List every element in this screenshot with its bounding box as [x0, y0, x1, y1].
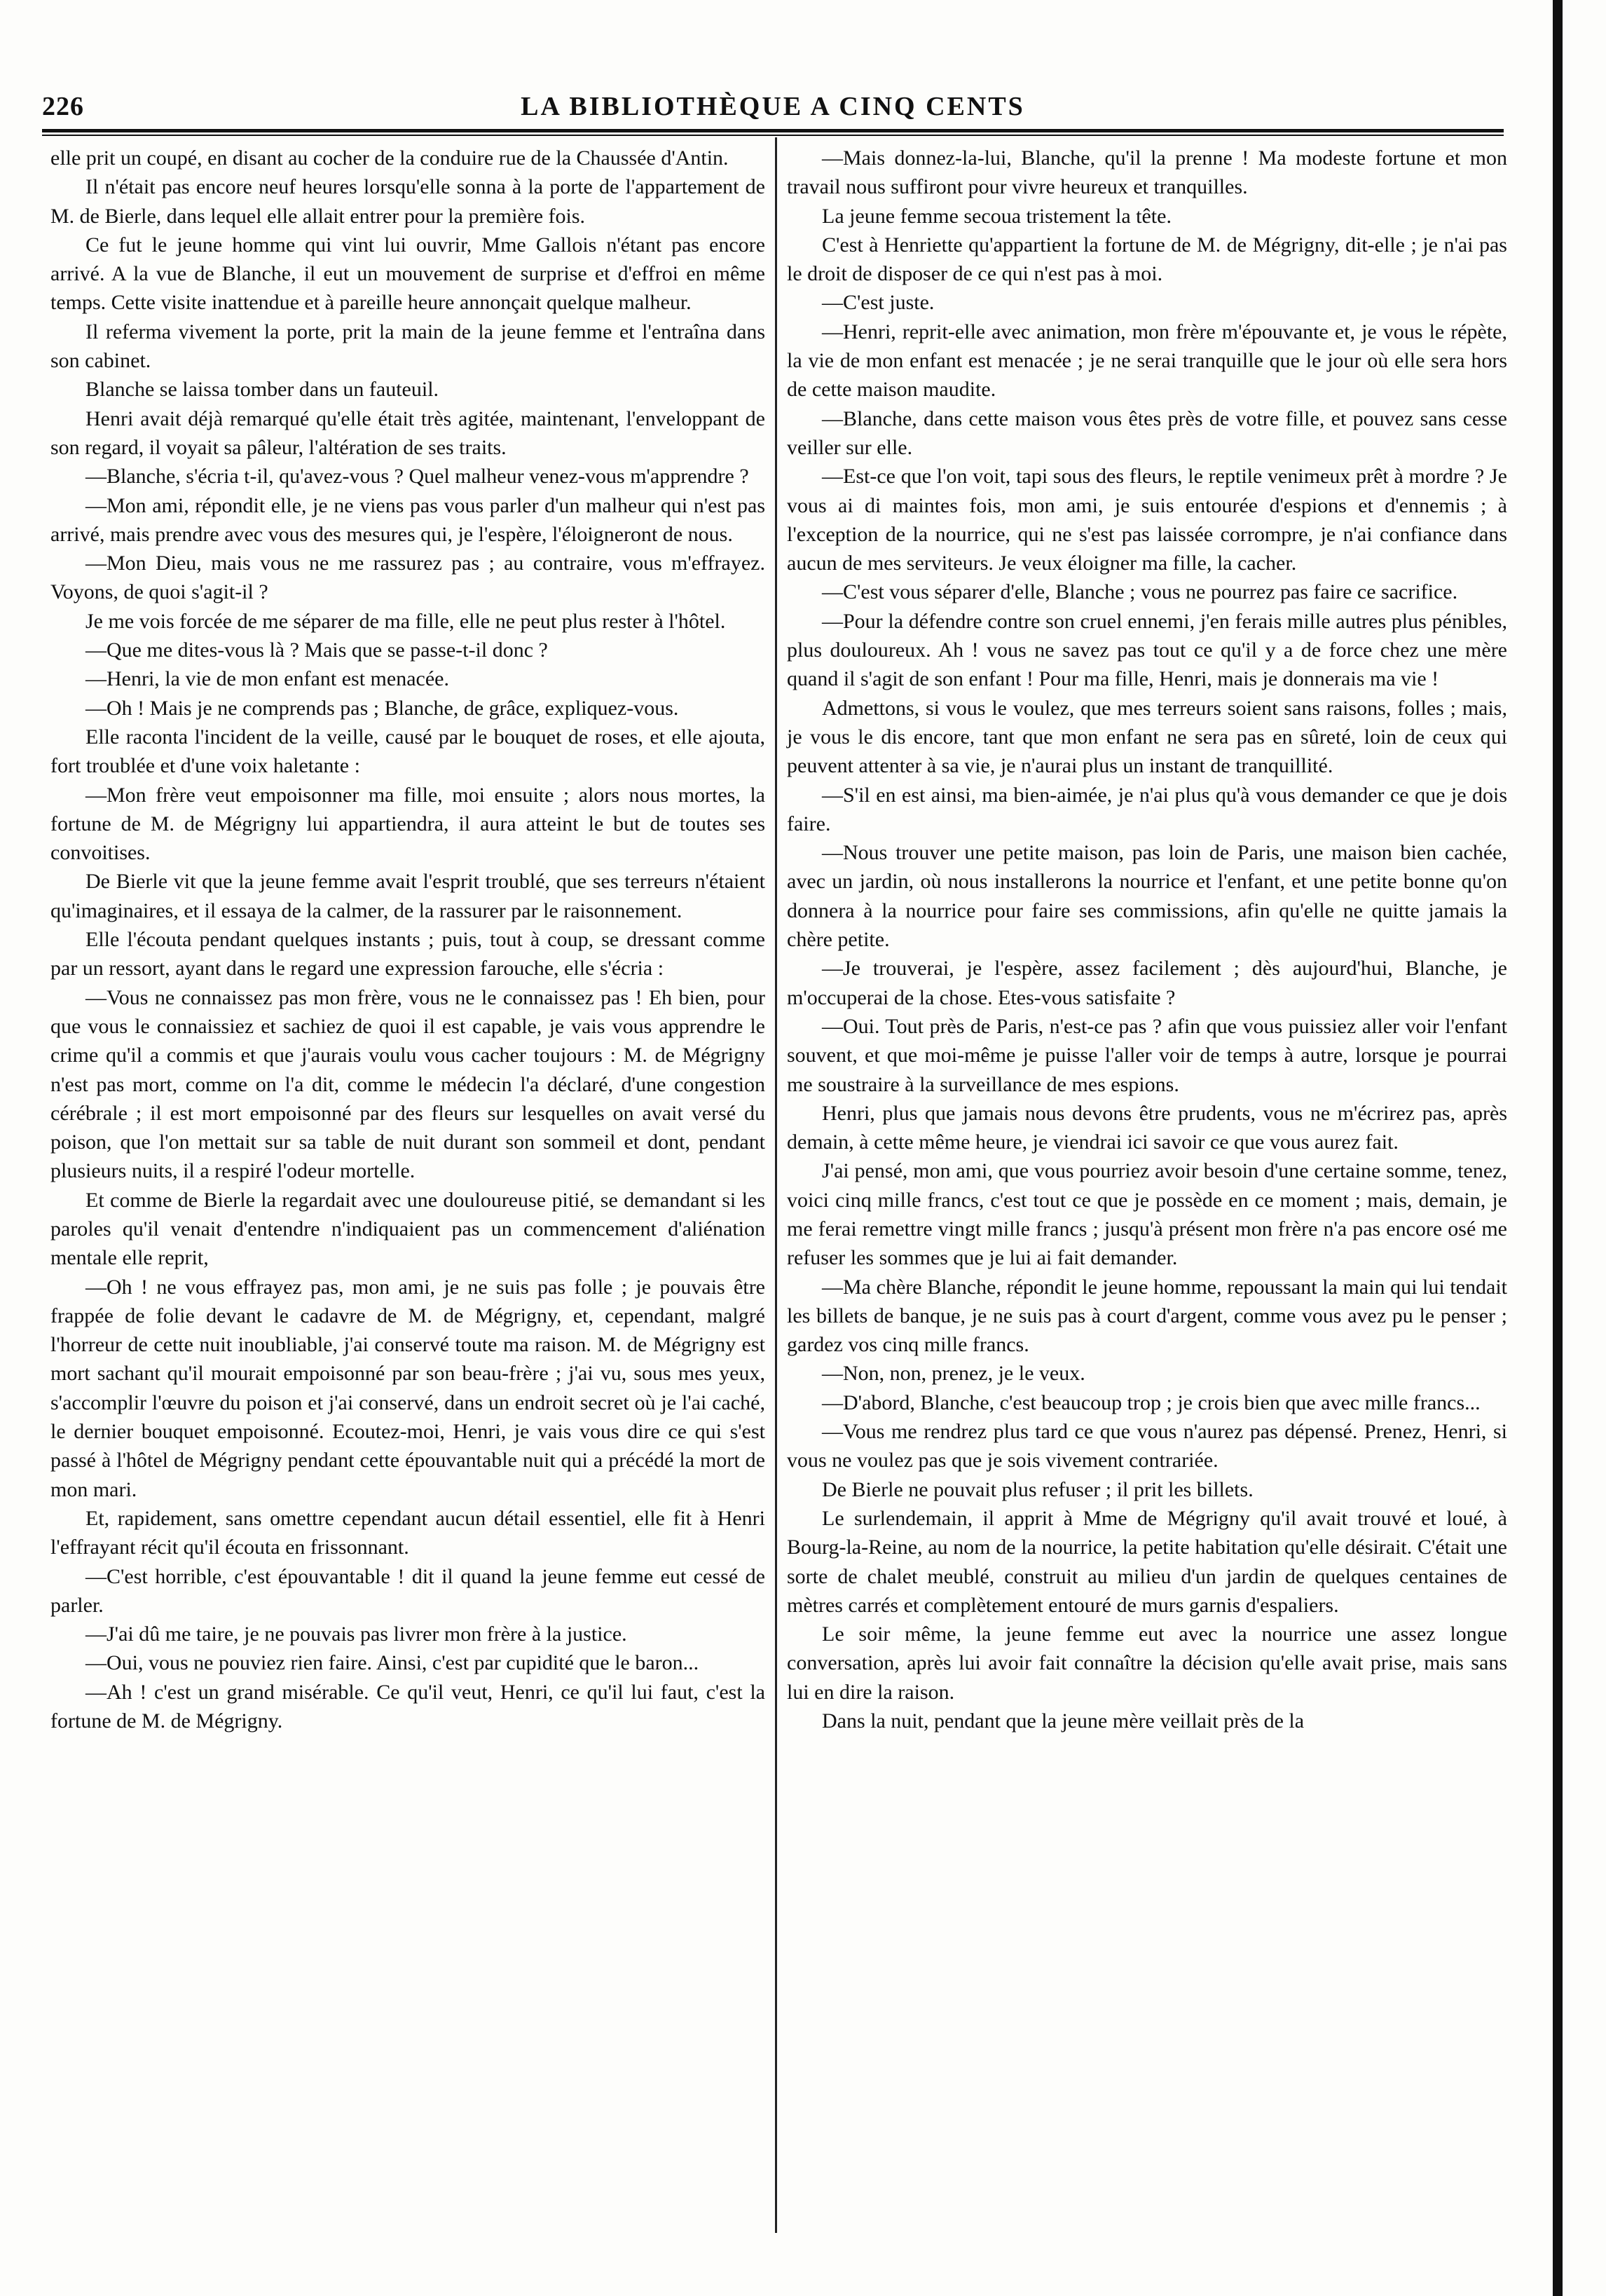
paragraph: —Mon frère veut empoisonner ma fille, moi ensuite ; alors nous mortes, la fortune de M. de Mégrigny lui appartiendra, il aura atteint le but de toutes ses convoitises.: [50, 783, 765, 865]
paragraph: Le soir même, la jeune femme eut avec la nourrice une assez longue conversation, après lui avoir fait connaître la décision qu'elle avait prise, mais sans lui en dire la raison.: [787, 1622, 1507, 1704]
paragraph: —Oh ! ne vous effrayez pas, mon ami, je ne suis pas folle ; je pouvais être frappée de folie devant le cadavre de M. de Mégrigny, et, cependant, malgré l'horreur de cette nuit inoubliable, j'ai conservé toute ma raison. M. de Mégrigny est mort sachant qu'il mourait empoisonné par son beau-frère ; j'ai vu, sous mes yeux, s'accomplir l'œuvre du poison et j'ai conservé, dans un endroit secret où je l'ai caché, le dernier bouquet empoisonné. Ecoutez-moi, Henri, je vais vous dire ce qui s'est passé à l'hôtel de Mégrigny pendant cette épouvantable nuit qui a précédé la mort de mon mari.: [50, 1275, 765, 1501]
paragraph: C'est à Henriette qu'appartient la fortune de M. de Mégrigny, dit-elle ; je n'ai pas le droit de disposer de ce qui n'est pas à moi.: [787, 233, 1507, 286]
paragraph: Et, rapidement, sans omettre cependant aucun détail essentiel, elle fit à Henri l'effrayant récit qu'il écouta en frissonnant.: [50, 1506, 765, 1559]
paragraph: —J'ai dû me taire, je ne pouvais pas livrer mon frère à la justice.: [85, 1622, 627, 1646]
running-title: LA BIBLIOTHÈQUE A CINQ CENTS: [521, 92, 1025, 121]
paragraph: —Que me dites-vous là ? Mais que se passe-t-il donc ?: [85, 638, 548, 662]
paragraph: Elle raconta l'incident de la veille, causé par le bouquet de roses, et elle ajouta, fort troublée et d'une voix haletante :: [50, 725, 765, 778]
column-divider: [775, 137, 777, 2233]
header-rule-thin: [42, 135, 1504, 136]
paragraph: —Blanche, dans cette maison vous êtes près de votre fille, et pouvez sans cesse veiller sur elle.: [787, 406, 1507, 459]
paragraph: —Vous ne connaissez pas mon frère, vous ne le connaissez pas ! Eh bien, pour que vous le connaissiez et sachiez de quoi il est capable, je vais vous apprendre le crime qu'il a commis et que j'aurais voulu vous cacher toujours : M. de Mégrigny n'est pas mort, comme on l'a dit, comme le médecin l'a déclaré, d'une congestion cérébrale ; il est mort empoisonné par des fleurs sur lesquelles on avait versé du poison, que l'on mettait sur sa table de nuit durant son sommeil et dont, pendant plusieurs nuits, il a respiré l'odeur mortelle.: [50, 985, 765, 1183]
paragraph: —Oui, vous ne pouviez rien faire. Ainsi, c'est par cupidité que le baron...: [85, 1651, 699, 1675]
paragraph: —C'est juste.: [822, 291, 935, 315]
paragraph: Henri avait déjà remarqué qu'elle était très agitée, maintenant, l'enveloppant de son regard, il voyait sa pâleur, l'altération de ses traits.: [50, 406, 765, 459]
paragraph: Il n'était pas encore neuf heures lorsqu'elle sonna à la porte de l'appartement de M. de Bierle, dans lequel elle allait entrer pour la première fois.: [50, 175, 765, 228]
paragraph: Blanche se laissa tomber dans un fauteuil.: [85, 378, 439, 402]
paragraph: Et comme de Bierle la regardait avec une douloureuse pitié, se demandant si les paroles qu'il venait d'entendre n'indiquaient pas un commencement d'aliénation mentale elle reprit,: [50, 1188, 765, 1270]
paragraph: —Mais donnez-la-lui, Blanche, qu'il la prenne ! Ma modeste fortune et mon travail nous suffiront pour vivre heureux et tranquilles.: [787, 146, 1507, 199]
paragraph: —Henri, reprit-elle avec animation, mon frère m'épouvante et, je vous le répète, la vie de mon enfant est menacée ; je ne serai tranquille que le jour où elle sera hors de cette maison maudite.: [787, 320, 1507, 402]
left-column: [50, 144, 765, 1735]
paragraph: —Ah ! c'est un grand misérable. Ce qu'il veut, Henri, ce qu'il lui faut, c'est la fortune de M. de Mégrigny.: [50, 1680, 765, 1733]
paragraph: —Henri, la vie de mon enfant est menacée.: [85, 667, 449, 691]
paragraph: —Pour la défendre contre son cruel ennemi, j'en ferais mille autres plus pénibles, plus douloureux. Ah ! vous ne savez pas tout ce qu'il y a de force chez une mère quand il s'agit de son enfant ! Pour ma fille, Henri, mais je donnerais ma vie !: [787, 609, 1507, 691]
paragraph: —Vous me rendrez plus tard ce que vous n'aurez pas dépensé. Prenez, Henri, si vous ne voulez pas que je sois vivement contrariée.: [787, 1420, 1507, 1472]
paragraph: Ce fut le jeune homme qui vint lui ouvrir, Mme Gallois n'étant pas encore arrivé. A la vue de Blanche, il eut un mouvement de surprise et d'effroi en même temps. Cette visite inattendue et à pareille heure annonçait quelque malheur.: [50, 233, 765, 315]
paragraph: —Mon ami, répondit elle, je ne viens pas vous parler d'un malheur qui n'est pas arrivé, mais prendre avec vous des mesures qui, je l'espère, l'éloigneront de nous.: [50, 493, 765, 546]
page-edge-shadow: [1553, 0, 1563, 2296]
paragraph: —S'il en est ainsi, ma bien-aimée, je n'ai plus qu'à vous demander ce que je dois faire.: [787, 783, 1507, 835]
paragraph: De Bierle ne pouvait plus refuser ; il prit les billets.: [822, 1477, 1254, 1501]
paragraph: Dans la nuit, pendant que la jeune mère veillait près de la: [822, 1709, 1305, 1733]
page-number: 226: [42, 92, 84, 121]
paragraph: Je me vois forcée de me séparer de ma fille, elle ne peut plus rester à l'hôtel.: [85, 609, 726, 633]
paragraph: —Oui. Tout près de Paris, n'est-ce pas ? afin que vous puissiez aller voir l'enfant souvent, et que moi-même je puisse l'aller voir de temps à autre, lorsque je pourrai me soustraire à la surveillance de mes espions.: [787, 1014, 1507, 1096]
paragraph: De Bierle vit que la jeune femme avait l'esprit troublé, que ses terreurs n'étaient qu'imaginaires, et il essaya de la calmer, de la rassurer par le raisonnement.: [50, 870, 765, 922]
paragraph: —Ma chère Blanche, répondit le jeune homme, repoussant la main qui lui tendait les billets de banque, je ne suis pas à court d'argent, comme vous avez pu le penser ; gardez vos cinq mille francs.: [787, 1275, 1507, 1357]
paragraph: J'ai pensé, mon ami, que vous pourriez avoir besoin d'une certaine somme, tenez, voici cinq mille francs, c'est tout ce que je possède en ce moment ; mais, demain, je me ferai remettre vingt mille francs ; jusqu'à présent mon frère n'a pas encore osé me refuser les sommes que je lui ai fait demander.: [787, 1159, 1507, 1270]
paragraph: —D'abord, Blanche, c'est beaucoup trop ; je crois bien que avec mille francs...: [822, 1390, 1481, 1414]
paragraph: —Blanche, s'écria t-il, qu'avez-vous ? Quel malheur venez-vous m'apprendre ?: [85, 465, 749, 488]
paragraph: —Est-ce que l'on voit, tapi sous des fleurs, le reptile venimeux prêt à mordre ? Je vous ai di maintes fois, mon ami, je suis entourée d'espions et d'ennemis ; à l'exception de la nourrice, qui ne s'est pas laissée corrompre, je n'ai confiance dans aucun de mes serviteurs. Je veux éloigner ma fille, la cacher.: [787, 465, 1507, 575]
paragraph: Il referma vivement la porte, prit la main de la jeune femme et l'entraîna dans son cabinet.: [50, 320, 765, 373]
paragraph: —Nous trouver une petite maison, pas loin de Paris, une maison bien cachée, avec un jardin, où nous installerons la nourrice et l'enfant, et une petite bonne qu'on donnera à la nourrice pour faire ses commissions, afin qu'elle ne quitte jamais la chère petite.: [787, 841, 1507, 952]
paragraph: —Mon Dieu, mais vous ne me rassurez pas ; au contraire, vous m'effrayez. Voyons, de quoi s'agit-il ?: [50, 552, 765, 604]
paragraph: elle prit un coupé, en disant au cocher de la conduire rue de la Chaussée d'Antin.: [50, 146, 729, 170]
paragraph: Le surlendemain, il apprit à Mme de Mégrigny qu'il avait trouvé et loué, à Bourg-la-Reine, au nom de la nourrice, la petite habitation qu'elle désirait. C'était une sorte de chalet meublé, construit au milieu d'un jardin de quelques centaines de mètres carrés et complètement entouré de murs garnis d'espaliers.: [787, 1506, 1507, 1617]
paragraph: —C'est vous séparer d'elle, Blanche ; vous ne pourrez pas faire ce sacrifice.: [822, 580, 1458, 604]
paragraph: —C'est horrible, c'est épouvantable ! dit il quand la jeune femme eut cessé de parler.: [50, 1564, 765, 1617]
paragraph: Elle l'écouta pendant quelques instants ; puis, tout à coup, se dressant comme par un ressort, ayant dans le regard une expression farouche, elle s'écria :: [50, 928, 765, 980]
paragraph: La jeune femme secoua tristement la tête.: [822, 204, 1172, 228]
header-rule: [42, 129, 1504, 132]
paragraph: Admettons, si vous le voulez, que mes terreurs soient sans raisons, folles ; mais, je vous le dis encore, tant que mon enfant ne sera pas en sûreté, loin de ceux qui peuvent attenter à sa vie, je n'aurai plus un instant de tranquillité.: [787, 696, 1507, 778]
right-column: [787, 144, 1507, 1735]
paragraph: —Oh ! Mais je ne comprends pas ; Blanche, de grâce, expliquez-vous.: [85, 696, 679, 720]
paragraph: Henri, plus que jamais nous devons être prudents, vous ne m'écrirez pas, après demain, à cette même heure, je viendrai ici savoir ce que vous aurez fait.: [787, 1101, 1507, 1154]
page-header: [42, 78, 1504, 128]
paragraph: —Je trouverai, je l'espère, assez facilement ; dès aujourd'hui, Blanche, je m'occuperai de la chose. Etes-vous satisfaite ?: [787, 957, 1507, 1009]
paragraph: —Non, non, prenez, je le veux.: [822, 1362, 1085, 1386]
